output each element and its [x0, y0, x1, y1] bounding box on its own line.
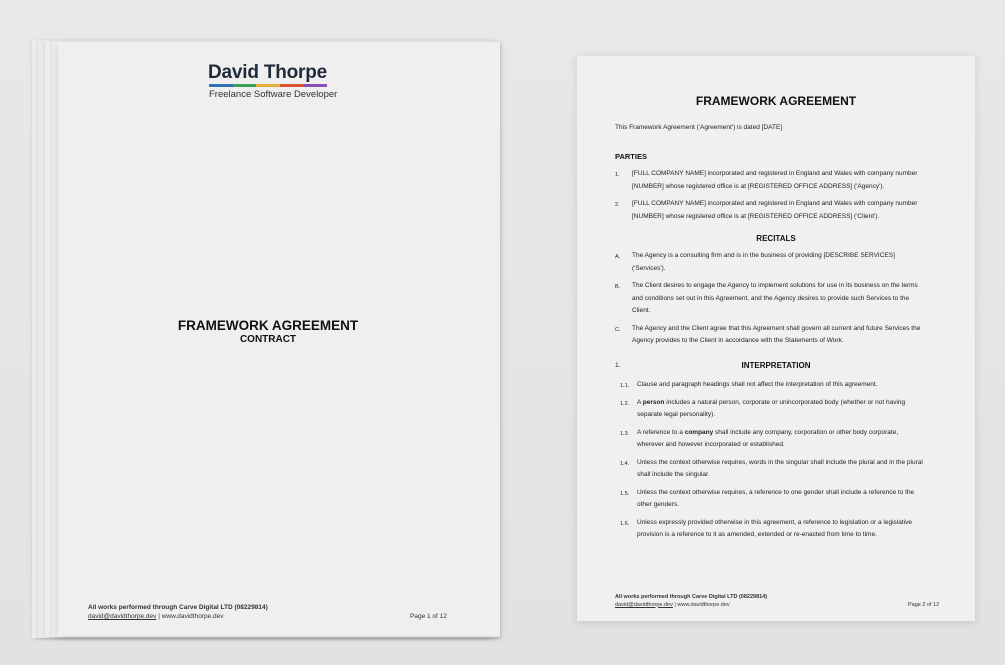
clause-item-text-line: separate legal personality).: [637, 411, 716, 418]
clause-item-text-line: provision is a reference to it as amended, extended or re-enacted from time to time.: [637, 531, 877, 538]
recital-item-number: B.: [615, 284, 621, 290]
cover-subtitle: CONTRACT: [239, 334, 297, 345]
logo-name: David Thorpe: [208, 62, 328, 83]
clause-item-text-rest: includes a natural person, corporate or unincorporated body (whether or not having: [664, 398, 906, 406]
page2-footer: [615, 594, 767, 609]
cover-page: [58, 42, 500, 636]
footer-email-link[interactable]: david@davidthorpe.dev: [88, 613, 157, 620]
recital-item-text-line: The Agency is a consulting firm and is in the business of providing [DESCRIBE SERVICES]: [632, 252, 895, 259]
clause-item-text-rest: shall include any company, corporation or other body corporate,: [713, 428, 899, 436]
clause-item-text-prefix: A reference to a: [637, 428, 685, 436]
recitals-heading: RECITALS: [756, 234, 796, 243]
clause-item-text-line: [637, 397, 905, 410]
footer-separator: |: [156, 613, 162, 620]
recital-item-text-line: The Agency and the Client agree that this Agreement shall govern all current and future Services the: [632, 324, 921, 332]
clause-item-text-line: [637, 427, 898, 440]
clause-item-number: 1.3.: [620, 430, 630, 437]
footer-contact: [88, 612, 268, 621]
clause-item-number: 1.2.: [620, 400, 630, 407]
logo-color-segment: [256, 84, 280, 87]
logo-color-segment: [303, 84, 327, 87]
section-number: 1.: [615, 362, 621, 369]
interpretation-heading: INTERPRETATION: [741, 361, 811, 370]
footer-contact: [615, 602, 767, 610]
recital-item-text-line: Agency provides to the Client in accordance with the Statements of Work.: [632, 337, 844, 344]
recital-item-text-line: Client.: [632, 307, 651, 314]
footer-website-link[interactable]: www.davidthorpe.dev: [161, 613, 224, 620]
recital-item-text-line: The Client desires to engage the Agency to implement solutions for use in its business on the terms: [632, 282, 918, 289]
logo-color-bar: [209, 84, 327, 87]
party-item-number: 2.: [615, 202, 620, 208]
logo-color-segment: [280, 84, 304, 87]
party-item-text-line: [NUMBER] whose registered office is at [REGISTERED OFFICE ADDRESS] ('Client').: [632, 212, 880, 220]
cover-page-number: Page 1 of 12: [410, 613, 447, 620]
clause-item-text-line: Clause and paragraph headings shall not affect the interpretation of this agreement.: [637, 381, 878, 388]
clause-item-text-line: wherever and however incorporated or established.: [637, 441, 785, 448]
party-item-text-line: [FULL COMPANY NAME] incorporated and registered in England and Wales with company number: [632, 170, 918, 177]
clause-item-text-line: Unless the context otherwise requires, a reference to one gender shall include a reference to the: [637, 488, 915, 496]
logo-tagline: Freelance Software Developer: [209, 89, 338, 100]
clause-item-number: 1.5.: [620, 490, 630, 497]
clause-item-defined-term: company: [684, 428, 714, 436]
party-item-text-line: [NUMBER] whose registered office is at [REGISTERED OFFICE ADDRESS] ('Agency').: [632, 182, 885, 190]
parties-heading: PARTIES: [615, 152, 647, 161]
footer-email-link[interactable]: david@davidthorpe.dev: [615, 601, 673, 608]
party-item-text-line: [FULL COMPANY NAME] incorporated and registered in England and Wales with company number: [632, 200, 918, 207]
clause-item-defined-term: person: [642, 398, 665, 406]
clause-item-number: 1.1.: [620, 383, 630, 389]
recital-item-text-line: and conditions set out in this Agreement, and the Agency desires to provide such Services to the: [632, 294, 910, 302]
footer-website-link[interactable]: www.davidthorpe.dev: [677, 601, 730, 608]
party-item-number: 1.: [615, 172, 620, 178]
page2-page-number: Page 2 of 12: [908, 602, 940, 608]
cover-title: FRAMEWORK AGREEMENT: [177, 318, 359, 333]
agreement-intro: This Framework Agreement ('Agreement') is dated [DATE]: [615, 124, 783, 131]
footer-separator: |: [672, 601, 678, 608]
footer-company: All works performed through Carve Digital LTD (08229814): [88, 604, 268, 611]
logo-color-segment: [209, 84, 233, 87]
agreement-title: FRAMEWORK AGREEMENT: [695, 94, 857, 108]
clause-item-text-line: other genders.: [637, 501, 679, 508]
clause-item-text-prefix: A: [637, 398, 643, 406]
recital-item-text-line: ('Services').: [632, 264, 666, 272]
recital-item-number: A.: [615, 254, 621, 260]
recital-item-number: C.: [615, 326, 621, 333]
clause-item-text-line: shall include the singular.: [637, 471, 710, 478]
logo-color-segment: [233, 84, 257, 87]
clause-item-text-line: Unless the context otherwise requires, words in the singular shall include the plural and in the plural: [637, 458, 923, 466]
clause-item-number: 1.6.: [620, 520, 630, 527]
clause-item-text-line: Unless expressly provided otherwise in this agreement, a reference to legislation or a legislative: [637, 518, 912, 526]
cover-footer: [88, 603, 268, 621]
footer-company: All works performed through Carve Digital LTD (08229814): [615, 594, 768, 600]
agreement-page-2: [577, 56, 975, 621]
clause-item-number: 1.4.: [620, 460, 630, 467]
